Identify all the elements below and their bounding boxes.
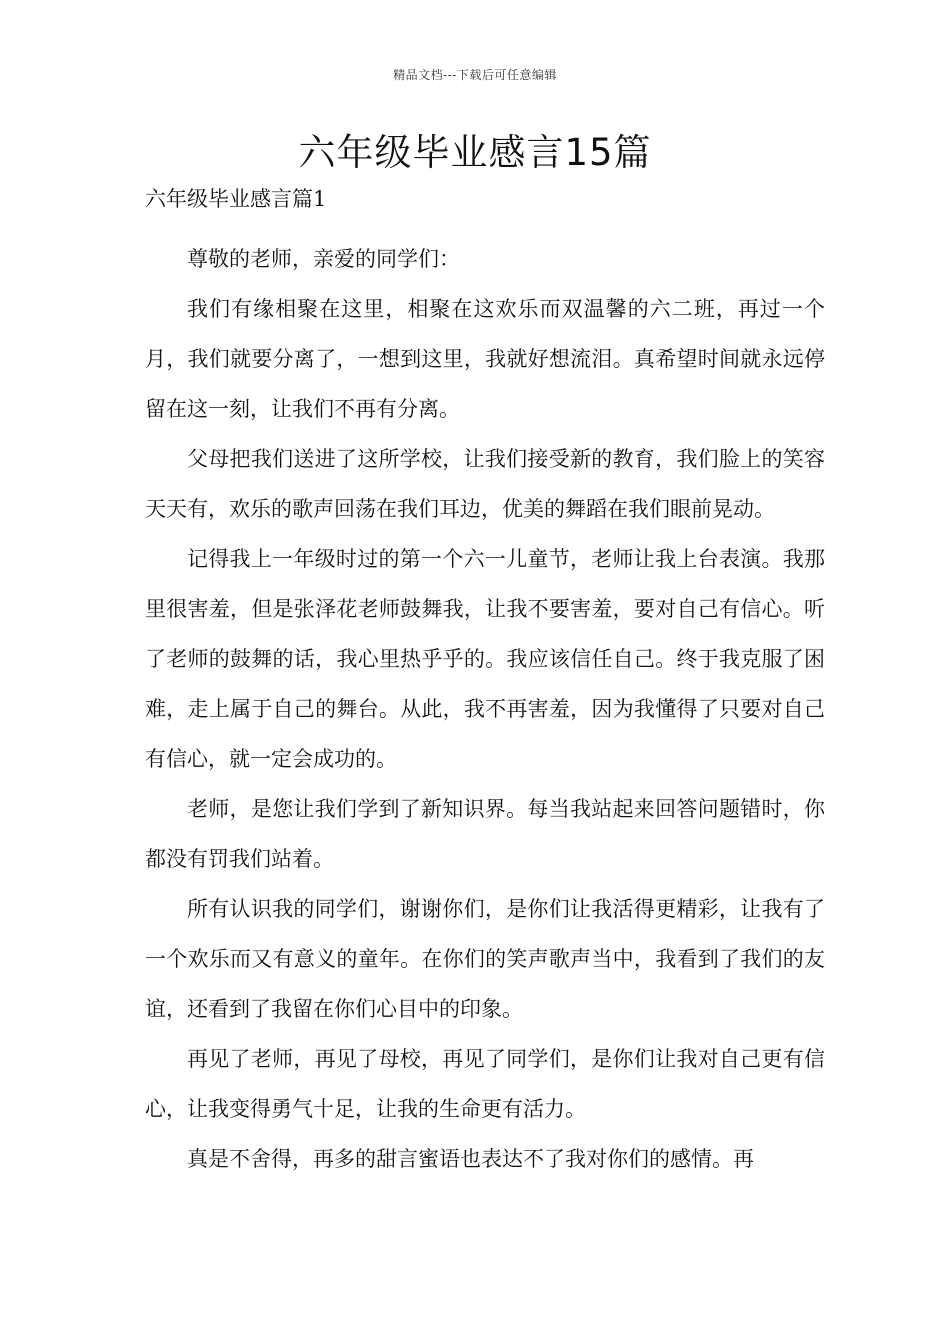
paragraph: 我们有缘相聚在这里，相聚在这欢乐而双温馨的六二班，再过一个月，我们就要分离了，一想到这里，我就好想流泪。真希望时间就永远停留在这一刻，让我们不再有分离。 [145, 297, 825, 421]
paragraph: 再见了老师，再见了母校，再见了同学们，是你们让我对自己更有信心，让我变得勇气十足，让我的生命更有活力。 [145, 1047, 825, 1121]
section-heading: 六年级毕业感言篇1 [145, 187, 327, 211]
document-title: 六年级毕业感言15篇 [298, 131, 652, 174]
header-note: 精品文档---下载后可任意编辑 [393, 68, 557, 82]
paragraph: 父母把我们送进了这所学校，让我们接受新的教育，我们脸上的笑容天天有，欢乐的歌声回荡在我们耳边，优美的舞蹈在我们眼前晃动。 [145, 447, 825, 521]
paragraph: 所有认识我的同学们，谢谢你们，是你们让我活得更精彩，让我有了一个欢乐而又有意义的童年。在你们的笑声歌声当中，我看到了我们的友谊，还看到了我留在你们心目中的印象。 [145, 897, 825, 1021]
paragraph: 真是不舍得，再多的甜言蜜语也表达不了我对你们的感情。再 [187, 1147, 754, 1171]
paragraph: 记得我上一年级时过的第一个六一儿童节，老师让我上台表演。我那里很害羞，但是张泽花老师鼓舞我，让我不要害羞，要对自己有信心。听了老师的鼓舞的话，我心里热乎乎的。我应该信任自己。终于我克服了困难，走上属于自己的舞台。从此，我不再害羞，因为我懂得了只要对自己有信心，就一定会成功的。 [145, 547, 825, 771]
paragraph-greeting: 尊敬的老师，亲爱的同学们： [187, 247, 460, 271]
paragraph: 老师，是您让我们学到了新知识界。每当我站起来回答问题错时，你都没有罚我们站着。 [145, 797, 825, 871]
document-body [145, 234, 825, 1184]
